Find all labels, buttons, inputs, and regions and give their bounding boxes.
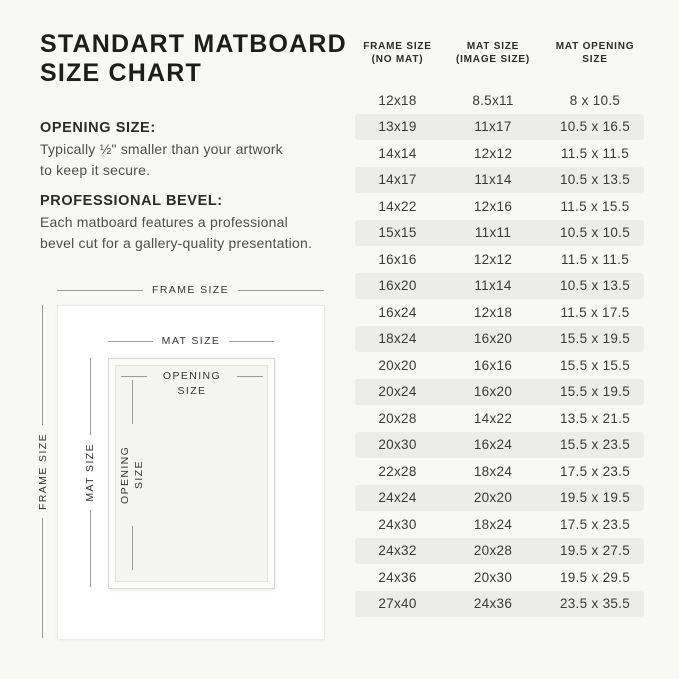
- frame-size-cell: 15x15: [378, 225, 417, 241]
- frame-size-cell: 22x28: [378, 463, 417, 479]
- mat-opening-cell: 17.5 x 23.5: [559, 516, 631, 532]
- table-row: [355, 87, 644, 114]
- mat-size-cell: 12x18: [473, 304, 513, 320]
- table-row: [355, 326, 644, 353]
- mat-size-cell: 11x11: [474, 225, 512, 241]
- frame-size-cell: 20x24: [378, 384, 417, 400]
- mat-size-vertical-label: [82, 358, 98, 587]
- mat-opening-cell: 11.5 x 17.5: [560, 304, 630, 320]
- opening-size-label-text: OPENING SIZE: [162, 370, 222, 397]
- frame-size-cell: 16x16: [378, 251, 417, 267]
- mat-size-cell: 18x24: [473, 516, 513, 532]
- frame-size-cell: 14x22: [378, 198, 417, 214]
- frame-diagram: [30, 283, 336, 653]
- professional-bevel-body: Each matboard features a professional bevel cut for a gallery-quality presentation.: [40, 214, 313, 251]
- frame-size-cell: 20x28: [378, 410, 417, 426]
- page-title: STANDART MATBOARD SIZE CHART: [40, 30, 347, 87]
- mat-size-label-text: MAT SIZE: [84, 443, 96, 502]
- table-row: [355, 114, 644, 141]
- frame-size-cell: 24x24: [378, 490, 417, 506]
- mat-opening-cell: 17.5 x 23.5: [559, 463, 631, 479]
- mat-size-cell: 8.5x11: [472, 92, 514, 108]
- dimension-line: [132, 526, 133, 570]
- opening-size-body: Typically ½" smaller than your artwork to keep it secure.: [40, 141, 283, 178]
- table-row: [355, 485, 644, 512]
- mat-size-cell: 24x36: [473, 596, 513, 612]
- frame-size-cell: 12x18: [378, 92, 417, 108]
- table-row: [355, 352, 644, 379]
- dimension-line: [42, 305, 43, 425]
- table-row: [355, 299, 644, 326]
- mat-size-cell: 11x14: [474, 172, 512, 188]
- mat-size-cell: 18x24: [473, 463, 513, 479]
- mat-size-cell: 16x24: [473, 437, 513, 453]
- table-row: [355, 246, 644, 273]
- dimension-line: [57, 290, 143, 291]
- dimension-line: [238, 290, 324, 291]
- frame-size-cell: 14x17: [378, 172, 417, 188]
- mat-opening-cell: 19.5 x 29.5: [559, 569, 631, 585]
- frame-size-cell: 13x19: [378, 119, 417, 135]
- column-header-frame-size: [355, 36, 440, 66]
- mat-opening-cell: 23.5 x 35.5: [559, 596, 631, 612]
- mat-size-cell: 16x16: [473, 357, 513, 373]
- frame-size-label-text: FRAME SIZE: [36, 433, 49, 511]
- dimension-line: [229, 341, 274, 342]
- header-line: SIZE: [582, 54, 608, 65]
- table-row: [355, 379, 644, 406]
- frame-size-cell: 18x24: [378, 331, 417, 347]
- table-row: [355, 193, 644, 220]
- frame-size-horizontal-label: [57, 284, 324, 296]
- mat-size-horizontal-label: [108, 335, 274, 347]
- mat-size-cell: 12x16: [473, 198, 513, 214]
- frame-size-cell: 24x36: [378, 569, 417, 585]
- mat-size-cell: 12x12: [473, 145, 513, 161]
- mat-opening-cell: 10.5 x 13.5: [559, 172, 631, 188]
- frame-size-cell: 27x40: [378, 596, 417, 612]
- mat-opening-cell: 15.5 x 15.5: [559, 357, 631, 373]
- mat-size-label-text: MAT SIZE: [161, 335, 221, 347]
- table-row: [355, 511, 644, 538]
- header-line: FRAME SIZE: [363, 41, 432, 52]
- opening-size-label-text: OPENING SIZE: [119, 445, 145, 505]
- frame-size-cell: 24x32: [378, 543, 417, 559]
- frame-size-cell: 20x30: [378, 437, 417, 453]
- mat-opening-rect: [108, 358, 275, 589]
- mat-opening-cell: 11.5 x 11.5: [560, 251, 630, 267]
- table-row: [355, 458, 644, 485]
- mat-opening-cell: 10.5 x 10.5: [559, 225, 631, 241]
- dimension-line: [90, 358, 91, 435]
- size-table: [355, 36, 644, 612]
- mat-opening-cell: 15.5 x 23.5: [559, 437, 631, 453]
- size-table-body: [355, 87, 644, 617]
- table-row: [355, 167, 644, 194]
- mat-size-cell: 14x22: [473, 410, 513, 426]
- table-row: [355, 564, 644, 591]
- mat-opening-cell: 10.5 x 13.5: [559, 278, 631, 294]
- table-row: [355, 591, 644, 618]
- dimension-line: [42, 518, 43, 638]
- frame-rect: [57, 305, 325, 640]
- opening-size-heading: OPENING SIZE:: [40, 120, 156, 136]
- mat-opening-cell: 19.5 x 19.5: [559, 490, 631, 506]
- mat-size-cell: 20x28: [473, 543, 513, 559]
- mat-size-cell: 11x17: [474, 119, 512, 135]
- frame-size-cell: 14x14: [378, 145, 417, 161]
- dimension-line: [121, 376, 147, 377]
- mat-opening-cell: 10.5 x 16.5: [559, 119, 631, 135]
- mat-size-cell: 20x30: [473, 569, 513, 585]
- mat-size-cell: 16x20: [473, 331, 513, 347]
- table-row: [355, 432, 644, 459]
- mat-size-cell: 11x14: [474, 278, 512, 294]
- table-row: [355, 220, 644, 247]
- frame-size-label-text: FRAME SIZE: [152, 284, 230, 296]
- mat-opening-cell: 19.5 x 27.5: [559, 543, 631, 559]
- table-row: [355, 140, 644, 167]
- header-line: (NO MAT): [371, 54, 424, 65]
- mat-opening-cell: 13.5 x 21.5: [559, 410, 631, 426]
- professional-bevel-heading: PROFESSIONAL BEVEL:: [40, 193, 223, 209]
- opening-size-vertical-label: [117, 380, 147, 570]
- mat-size-cell: 20x20: [473, 490, 513, 506]
- table-row: [355, 538, 644, 565]
- frame-size-vertical-label: [35, 305, 50, 638]
- header-line: (IMAGE SIZE): [455, 54, 531, 65]
- dimension-line: [90, 510, 91, 587]
- dimension-line: [132, 380, 133, 424]
- mat-opening-cell: 15.5 x 19.5: [559, 384, 631, 400]
- mat-opening-cell: 15.5 x 19.5: [559, 331, 631, 347]
- header-line: MAT OPENING: [555, 41, 635, 52]
- frame-size-cell: 16x24: [378, 304, 417, 320]
- mat-opening-cell: 11.5 x 15.5: [560, 198, 630, 214]
- table-row: [355, 273, 644, 300]
- dimension-line: [237, 376, 263, 377]
- table-row: [355, 405, 644, 432]
- column-header-mat-size: [440, 36, 546, 66]
- header-line: MAT SIZE: [466, 41, 520, 52]
- size-table-header: [355, 36, 644, 66]
- mat-size-cell: 12x12: [473, 251, 513, 267]
- mat-size-cell: 16x20: [473, 384, 513, 400]
- frame-size-cell: 24x30: [378, 516, 417, 532]
- mat-opening-cell: 11.5 x 11.5: [560, 145, 630, 161]
- dimension-line: [108, 341, 153, 342]
- frame-size-cell: 20x20: [378, 357, 417, 373]
- frame-size-cell: 16x20: [378, 278, 417, 294]
- column-header-mat-opening: [546, 36, 644, 66]
- mat-opening-cell: 8 x 10.5: [569, 92, 621, 108]
